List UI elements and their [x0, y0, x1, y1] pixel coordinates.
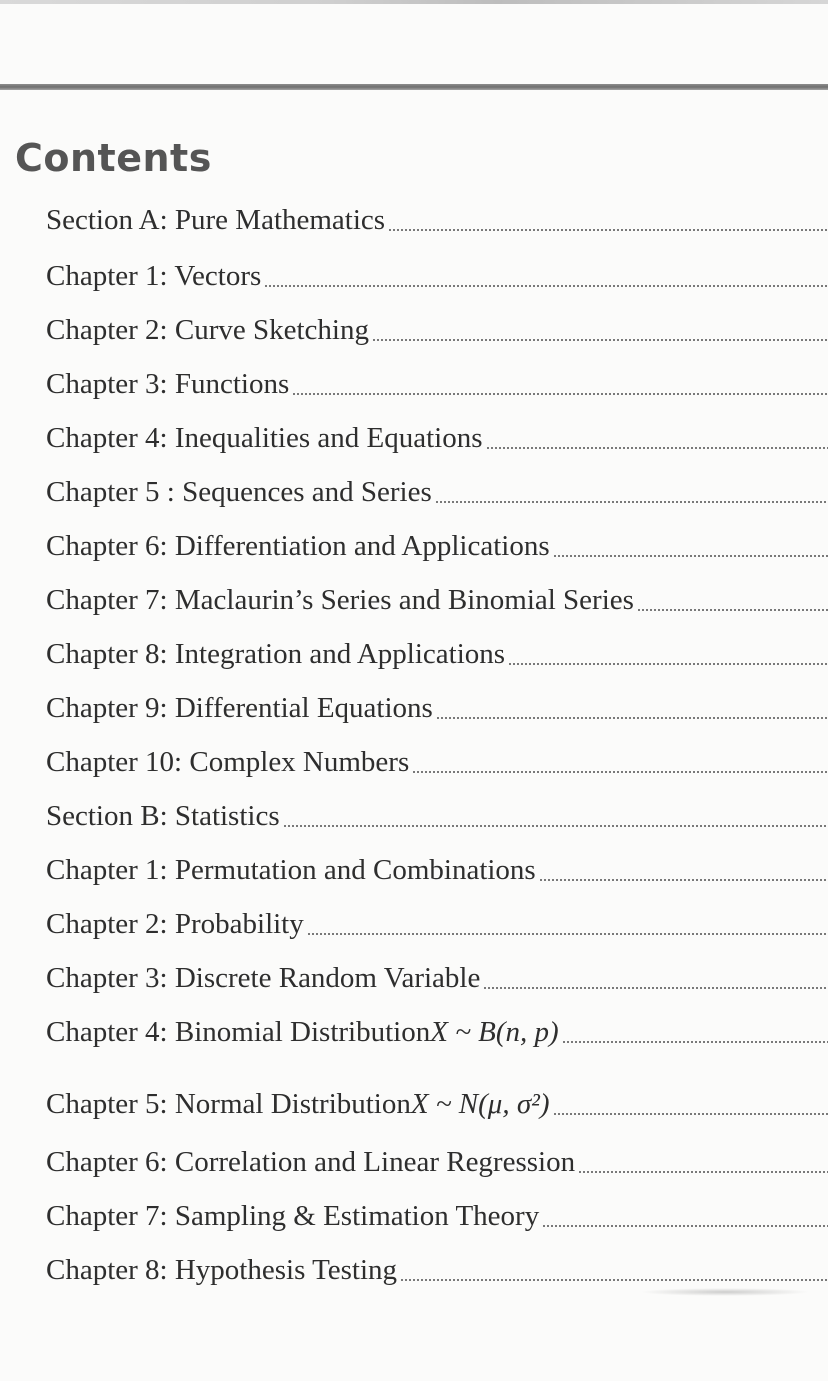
toc-entry-label: Chapter 8: Hypothesis Testing: [46, 1254, 398, 1286]
toc-entry-chapter-permutation[interactable]: [46, 850, 828, 890]
scan-smudge: [640, 1288, 810, 1296]
toc-entry-label: Chapter 5 : Sequences and Series: [46, 476, 432, 508]
toc-entry-label: Chapter 1: Permutation and Combinations: [46, 854, 536, 886]
dot-leader: [412, 771, 828, 773]
toc-entry-label: Chapter 5: Normal Distribution: [46, 1088, 411, 1120]
dot-leader: [283, 825, 828, 827]
toc-entry-section-a[interactable]: [46, 200, 828, 240]
toc-entry-chapter-maclaurin[interactable]: [46, 580, 828, 620]
toc-entry-label: Chapter 9: Differential Equations: [46, 692, 433, 724]
dot-leader: [562, 1041, 828, 1043]
toc-entry-label: Chapter 7: Maclaurin’s Series and Binomial Series: [46, 584, 634, 616]
toc-entry-chapter-probability[interactable]: [46, 904, 828, 944]
dot-leader: [435, 501, 828, 503]
dot-leader: [436, 717, 828, 719]
dot-leader: [400, 1279, 828, 1281]
dot-leader: [553, 555, 828, 557]
toc-entry-chapter-sequences[interactable]: [46, 472, 828, 512]
dot-leader: [542, 1225, 828, 1227]
toc-entry-chapter-inequalities[interactable]: [46, 418, 828, 458]
toc-entry-label: Chapter 7: Sampling & Estimation Theory: [46, 1200, 540, 1232]
toc-entry-label: Chapter 6: Correlation and Linear Regression: [46, 1146, 576, 1178]
toc-entry-chapter-functions[interactable]: [46, 364, 828, 404]
toc-entry-label: Chapter 10: Complex Numbers: [46, 746, 410, 778]
toc-entry-label: Chapter 2: Curve Sketching: [46, 314, 369, 346]
dot-leader: [486, 447, 828, 449]
toc-entry-math: X ~ N(μ, σ²): [410, 1088, 550, 1120]
dot-leader: [388, 229, 828, 231]
toc-entry-chapter-curve-sketching[interactable]: [46, 310, 828, 350]
toc-entry-chapter-discrete-random-variable[interactable]: [46, 958, 828, 998]
toc-entry-chapter-differentiation[interactable]: [46, 526, 828, 566]
toc-entry-label: Chapter 6: Differentiation and Applications: [46, 530, 550, 562]
toc-entry-chapter-sampling[interactable]: [46, 1196, 828, 1236]
toc-entry-chapter-binomial-distribution[interactable]: [46, 1012, 828, 1052]
toc-entry-label: Chapter 4: Inequalities and Equations: [46, 422, 483, 454]
dot-leader: [292, 393, 828, 395]
dot-leader: [483, 987, 828, 989]
toc-entry-chapter-vectors[interactable]: [46, 256, 828, 296]
dot-leader: [508, 663, 828, 665]
toc-entry-label: Chapter 2: Probability: [46, 908, 304, 940]
dot-leader: [264, 285, 828, 287]
toc-entry-label: Section A: Pure Mathematics: [46, 204, 386, 236]
toc-entry-chapter-hypothesis-testing[interactable]: [46, 1250, 828, 1290]
toc-entry-label: Section B: Statistics: [46, 800, 280, 832]
dot-leader: [553, 1113, 828, 1115]
toc-entry-label: Chapter 4: Binomial Distribution: [46, 1016, 431, 1048]
table-of-contents: [46, 0, 828, 1381]
toc-entry-label: Chapter 3: Functions: [46, 368, 290, 400]
dot-leader: [637, 609, 828, 611]
contents-heading: Contents: [15, 136, 212, 180]
dot-leader: [372, 339, 828, 341]
toc-entry-chapter-correlation[interactable]: [46, 1142, 828, 1182]
toc-entry-section-b[interactable]: [46, 796, 828, 836]
toc-entry-chapter-integration[interactable]: [46, 634, 828, 674]
toc-entry-chapter-differential-equations[interactable]: [46, 688, 828, 728]
toc-entry-label: Chapter 1: Vectors: [46, 260, 262, 292]
dot-leader: [578, 1171, 828, 1173]
toc-entry-chapter-complex-numbers[interactable]: [46, 742, 828, 782]
toc-entry-label: Chapter 3: Discrete Random Variable: [46, 962, 481, 994]
toc-entry-math: X ~ B(n, p): [430, 1016, 559, 1048]
dot-leader: [539, 879, 828, 881]
toc-entry-label: Chapter 8: Integration and Applications: [46, 638, 506, 670]
toc-entry-chapter-normal-distribution[interactable]: [46, 1084, 828, 1124]
dot-leader: [307, 933, 828, 935]
